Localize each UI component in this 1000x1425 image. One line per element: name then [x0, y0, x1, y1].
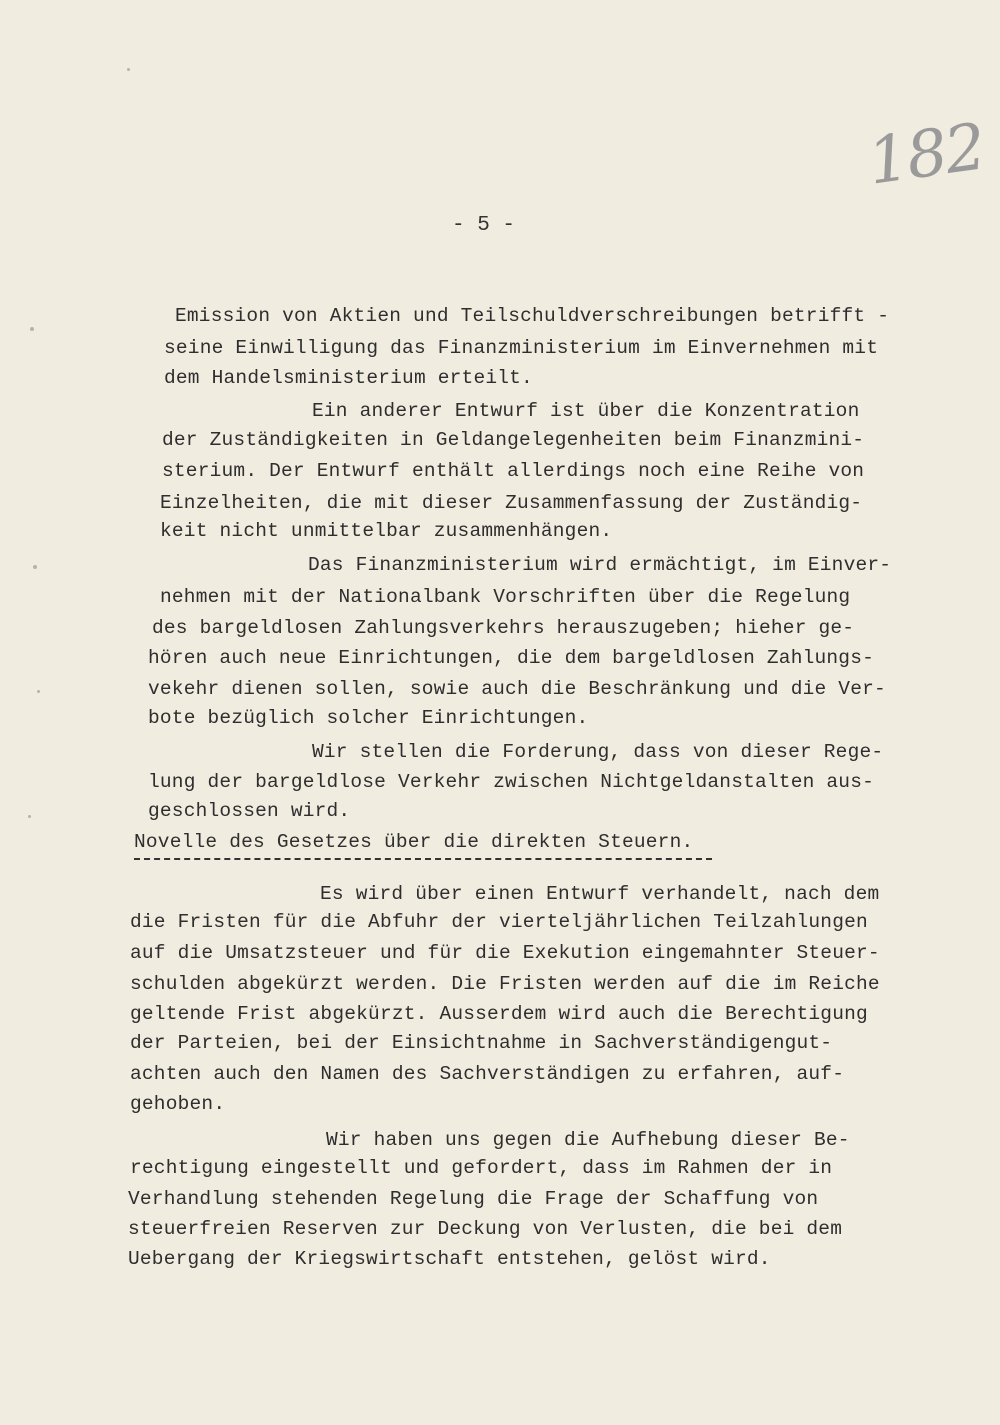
- text-line: gehoben.: [130, 1093, 226, 1115]
- text-line: der Parteien, bei der Einsichtnahme in Sachverständigengut-: [130, 1032, 833, 1054]
- text-line: des bargeldlosen Zahlungsverkehrs herauszugeben; hieher ge-: [152, 617, 855, 639]
- text-line: rechtigung eingestellt und gefordert, dass im Rahmen der in: [130, 1157, 833, 1179]
- text-line: die Fristen für die Abfuhr der vierteljährlichen Teilzahlungen: [130, 911, 868, 933]
- text-line: steuerfreien Reserven zur Deckung von Verlusten, die bei dem: [128, 1218, 843, 1240]
- text-line: nehmen mit der Nationalbank Vorschriften über die Regelung: [160, 586, 851, 608]
- text-line: Wir haben uns gegen die Aufhebung dieser Be-: [326, 1129, 850, 1151]
- text-line: der Zuständigkeiten in Geldangelegenheiten beim Finanzmini-: [162, 429, 865, 451]
- paper-speck: [37, 690, 40, 693]
- text-line: keit nicht unmittelbar zusammenhängen.: [160, 520, 613, 542]
- paper-speck: [127, 68, 130, 71]
- text-line: schulden abgekürzt werden. Die Fristen werden auf die im Reiche: [130, 973, 880, 995]
- text-line: Das Finanzministerium wird ermächtigt, im Einver-: [308, 554, 892, 576]
- text-line: Es wird über einen Entwurf verhandelt, nach dem: [320, 883, 880, 905]
- text-line: Einzelheiten, die mit dieser Zusammenfassung der Zuständig-: [160, 492, 863, 514]
- text-line: vekehr dienen sollen, sowie auch die Beschränkung und die Ver-: [148, 678, 886, 700]
- paper-speck: [28, 815, 31, 818]
- text-line: bote bezüglich solcher Einrichtungen.: [148, 707, 589, 729]
- text-line: Verhandlung stehenden Regelung die Frage der Schaffung von: [128, 1188, 819, 1210]
- paper-speck: [30, 327, 34, 331]
- text-line: Ein anderer Entwurf ist über die Konzentration: [312, 400, 860, 422]
- text-line: achten auch den Namen des Sachverständigen zu erfahren, auf-: [130, 1063, 845, 1085]
- paper-speck: [33, 565, 37, 569]
- text-line: geschlossen wird.: [148, 800, 351, 822]
- text-line: lung der bargeldlose Verkehr zwischen Nichtgeldanstalten aus-: [148, 771, 875, 793]
- heading-underline: [134, 858, 712, 860]
- text-line: geltende Frist abgekürzt. Ausserdem wird auch die Berechtigung: [130, 1003, 868, 1025]
- section-heading: Novelle des Gesetzes über die direkten Steuern.: [134, 831, 694, 853]
- text-line: Wir stellen die Forderung, dass von dieser Rege-: [312, 741, 884, 763]
- text-line: hören auch neue Einrichtungen, die dem bargeldlosen Zahlungs-: [148, 647, 875, 669]
- text-line: dem Handelsministerium erteilt.: [164, 367, 533, 389]
- handwritten-folio-number: 182: [863, 110, 989, 200]
- text-line: Emission von Aktien und Teilschuldverschreibungen betrifft -: [175, 305, 890, 327]
- text-line: seine Einwilligung das Finanzministerium im Einvernehmen mit: [164, 337, 879, 359]
- text-line: Uebergang der Kriegswirtschaft entstehen, gelöst wird.: [128, 1248, 771, 1270]
- page-number: - 5 -: [452, 214, 516, 237]
- text-line: sterium. Der Entwurf enthält allerdings noch eine Reihe von: [162, 460, 865, 482]
- text-line: auf die Umsatzsteuer und für die Exekution eingemahnter Steuer-: [130, 942, 880, 964]
